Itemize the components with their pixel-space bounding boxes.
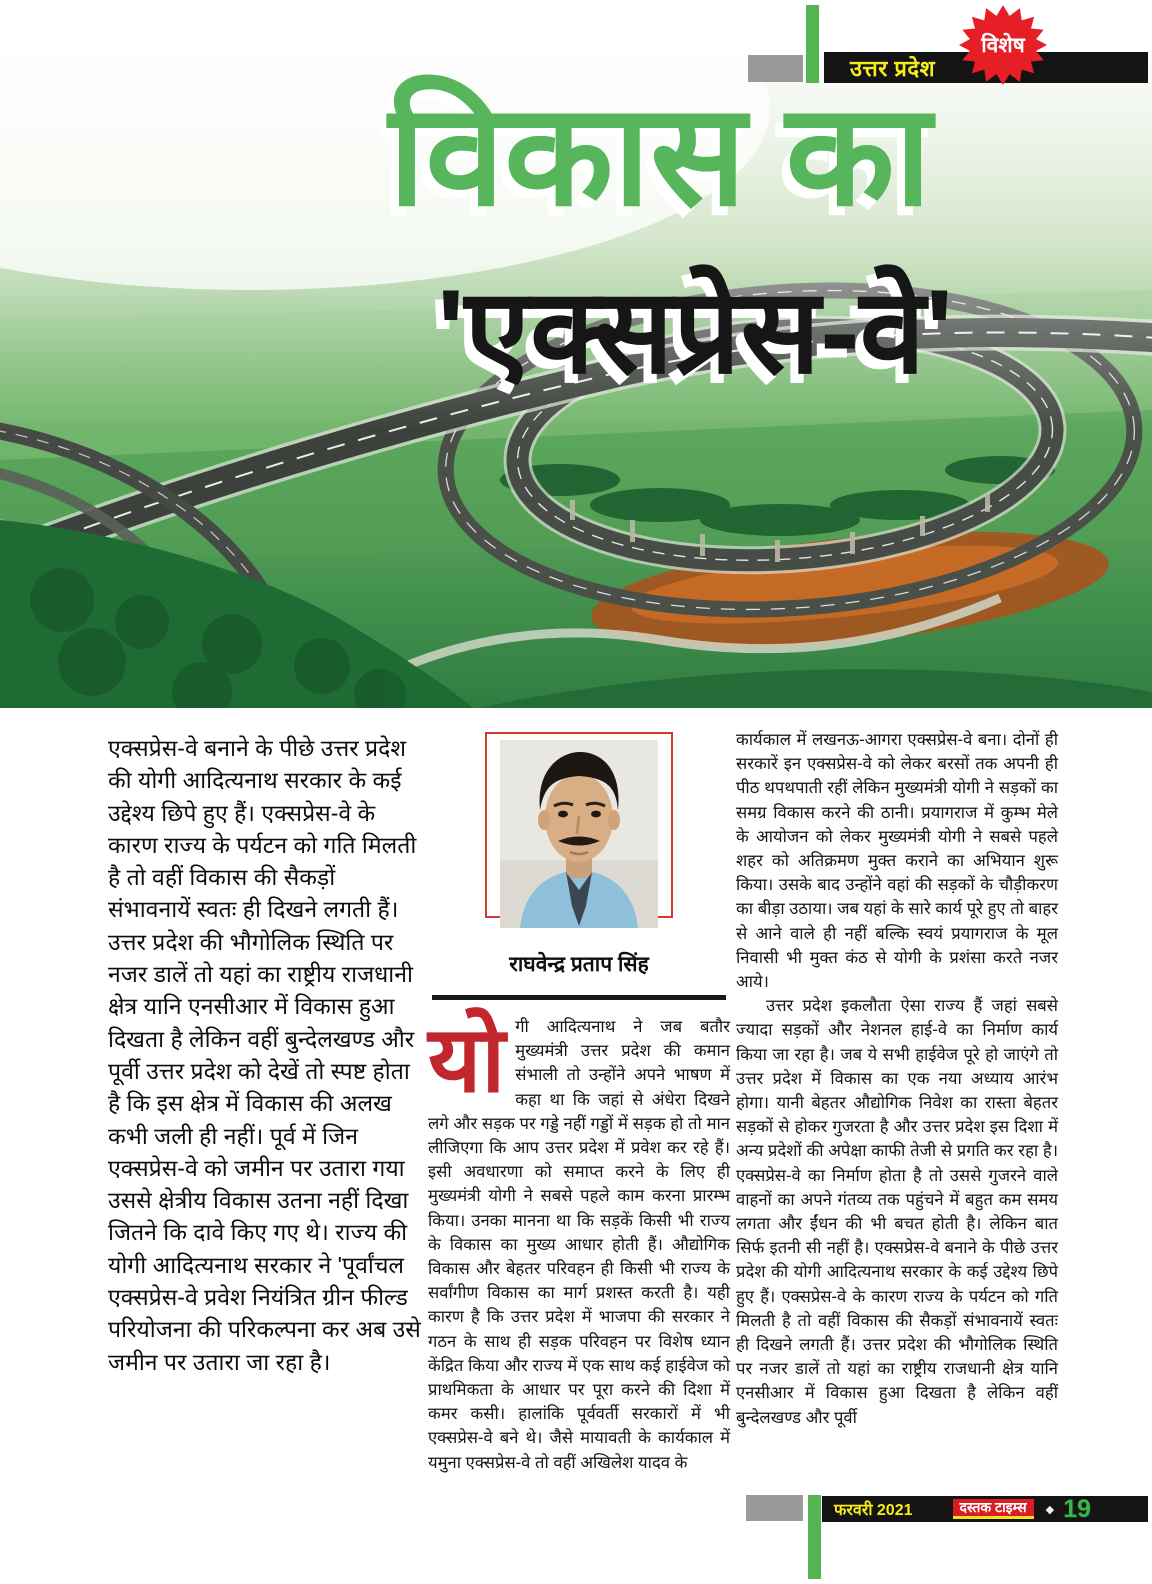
right-column bbox=[736, 728, 1058, 1430]
footer-green-bar bbox=[808, 1495, 821, 1579]
author-caption: राघवेन्द्र प्रताप सिंह bbox=[509, 953, 649, 976]
article-body-column-2 bbox=[428, 1009, 730, 1475]
special-badge-label: विशेष bbox=[981, 34, 1025, 57]
special-badge bbox=[958, 4, 1048, 86]
issue-month: फरवरी 2021 bbox=[834, 1502, 913, 1519]
drop-cap: यो bbox=[428, 1009, 506, 1111]
lead-paragraph: एक्सप्रेस-वे बनाने के पीछे उत्तर प्रदेश की योगी आदित्यनाथ सरकार के कई उद्देश्य छिपे हुए हैं। एक्सप्रेस-वे के कारण राज्य के पर्यटन को गति मिलती है तो वहीं विकास की सैकड़ों संभावनायें स्वतः ही दिखने लगती हैं। उत्तर प्रदेश की भौगोलिक स्थिति पर नजर डालें तो यहां का राष्ट्रीय राजधानी क्षेत्र यानि एनसीआर में विकास हुआ दिखता है लेकिन वहीं बुन्देलखण्ड और पूर्वी उत्तर प्रदेश को देखें तो स्पष्ट होता है कि इस क्षेत्र में विकास की अलख कभी जली ही नहीं। पूर्व में जिन एक्सप्रेस-वे को जमीन पर उतारा गया उससे क्षेत्रीय विकास उतना नहीं दिखा जितने कि दावे किए गए थे। राज्य की योगी आदित्यनाथ सरकार ने 'पूर्वांचल एक्सप्रेस-वे प्रवेश नियंत्रित ग्रीन फील्ड परियोजना की परिकल्पना कर अब उसे जमीन पर उतारा जा रहा है। bbox=[108, 735, 421, 1375]
magazine-logo: दस्तक टाइम्स bbox=[953, 1499, 1034, 1519]
region-label: उत्तर प्रदेश bbox=[850, 55, 936, 81]
article-title-line2: 'एक्सप्रेस-वे' bbox=[436, 266, 954, 398]
page-number: 19 bbox=[1063, 1494, 1091, 1523]
author-portrait-illustration bbox=[500, 740, 658, 928]
middle-column bbox=[428, 726, 730, 1475]
header-green-bar bbox=[806, 5, 819, 83]
footer-gray-block bbox=[746, 1495, 803, 1521]
column-2-text: गी आदित्यनाथ ने जब बतौर मुख्यमंत्री उत्तर प्रदेश की कमान संभाली तो उन्होंने अपने भाषण में कहा था कि जहां से अंधेरा दिखने लगे और सड़क पर गड्डे नहीं गड्डों में सड़क हो तो मान लीजिएगा कि आप उत्तर प्रदेश में प्रवेश कर रहे हैं। इसी अवधारणा को समाप्त करने के लिए ही मुख्यमंत्री योगी ने सबसे पहले काम करना प्रारम्भ किया। उनका मानना था कि सड़कें किसी भी राज्य के विकास का मुख्य आधार होती हैं। औद्योगिक विकास और बेहतर परिवहन ही किसी भी राज्य के सर्वांगीण विकास का मार्ग प्रशस्त करती है। यही कारण है कि उत्तर प्रदेश में भाजपा की सरकार ने गठन के साथ ही सड़क परिवहन पर विशेष ध्यान केंद्रित किया और राज्य में एक साथ कई हाईवेज को प्राथमिकता के आधार पर पूरा करने की दिशा में कमर कसी। हालांकि पूर्ववर्ती सरकारों में भी एक्सप्रेस-वे बने थे। जैसे मायावती के कार्यकाल में यमुना एक्सप्रेस-वे तो वहीं अखिलेश यादव के bbox=[428, 1017, 730, 1472]
column-3-paragraph-2: उत्तर प्रदेश इकलौता ऐसा राज्य हैं जहां सबसे ज्यादा सड़कों और नेशनल हाई-वे का निर्माण कार्य किया जा रहा है। जब ये सभी हाईवेज पूरे हो जाएंगे तो उत्तर प्रदेश में विकास का एक नया अध्याय आरंभ होगा। यानी बेहतर औद्योगिक निवेश का रास्ता बेहतर सड़कों से होकर गुजरता है और उत्तर प्रदेश इस दिशा में अन्य प्रदेशों की अपेक्षा काफी तेजी से प्रगति कर रहा है। एक्सप्रेस-वे का निर्माण होता है तो उससे गुजरने वाले वाहनों का अपने गंतव्य तक पहुंचने में बहुत कम समय लगता और ईंधन की भी बचत होती है। लेकिन बात सिर्फ इतनी सी नहीं है। एक्सप्रेस-वे बनाने के पीछे उत्तर प्रदेश की योगी आदित्यनाथ सरकार के कई उद्देश्य छिपे हुए हैं। एक्सप्रेस-वे के कारण राज्य के पर्यटन को गति मिलती है तो वहीं विकास की सैकड़ों संभावनायें स्वतः ही दिखने लगती हैं। उत्तर प्रदेश की भौगोलिक स्थिति पर नजर डालें तो यहां का राष्ट्रीय राजधानी क्षेत्र यानि एनसीआर में विकास हुआ दिखता है लेकिन वहीं बुन्देलखण्ड और पूर्वी bbox=[736, 996, 1058, 1427]
lead-paragraph-column bbox=[108, 732, 422, 1378]
diamond-icon: ◆ bbox=[1045, 1503, 1055, 1516]
footer-black-bar bbox=[822, 1496, 1148, 1522]
column-3-paragraph-1: कार्यकाल में लखनऊ-आगरा एक्सप्रेस-वे बना। दोनों ही सरकारें इन एक्सप्रेस-वे को लेकर बरसों तक अपनी ही पीठ थपथपाती रहीं लेकिन मुख्यमंत्री योगी ने सड़कों का समग्र विकास करने की ठानी। प्रयागराज में कुम्भ मेले के आयोजन को लेकर मुख्यमंत्री योगी ने सबसे पहले शहर को अतिक्रमण मुक्त कराने का अभियान शुरू किया। उसके बाद उन्होंने वहां की सड़कों के चौड़ीकरण का बीड़ा उठाया। जब यहां के सारे कार्य पूरे हुए तो बाहर से आने वाले ही नहीं बल्कि स्वयं प्रयागराज के मूल निवासी भी मुक्त कंठ से योगी के प्रशंसा करते नजर आये। bbox=[736, 730, 1058, 992]
divider-rule bbox=[432, 995, 726, 1000]
author-photo bbox=[485, 732, 673, 918]
article-title-line1: विकास का bbox=[388, 76, 932, 235]
